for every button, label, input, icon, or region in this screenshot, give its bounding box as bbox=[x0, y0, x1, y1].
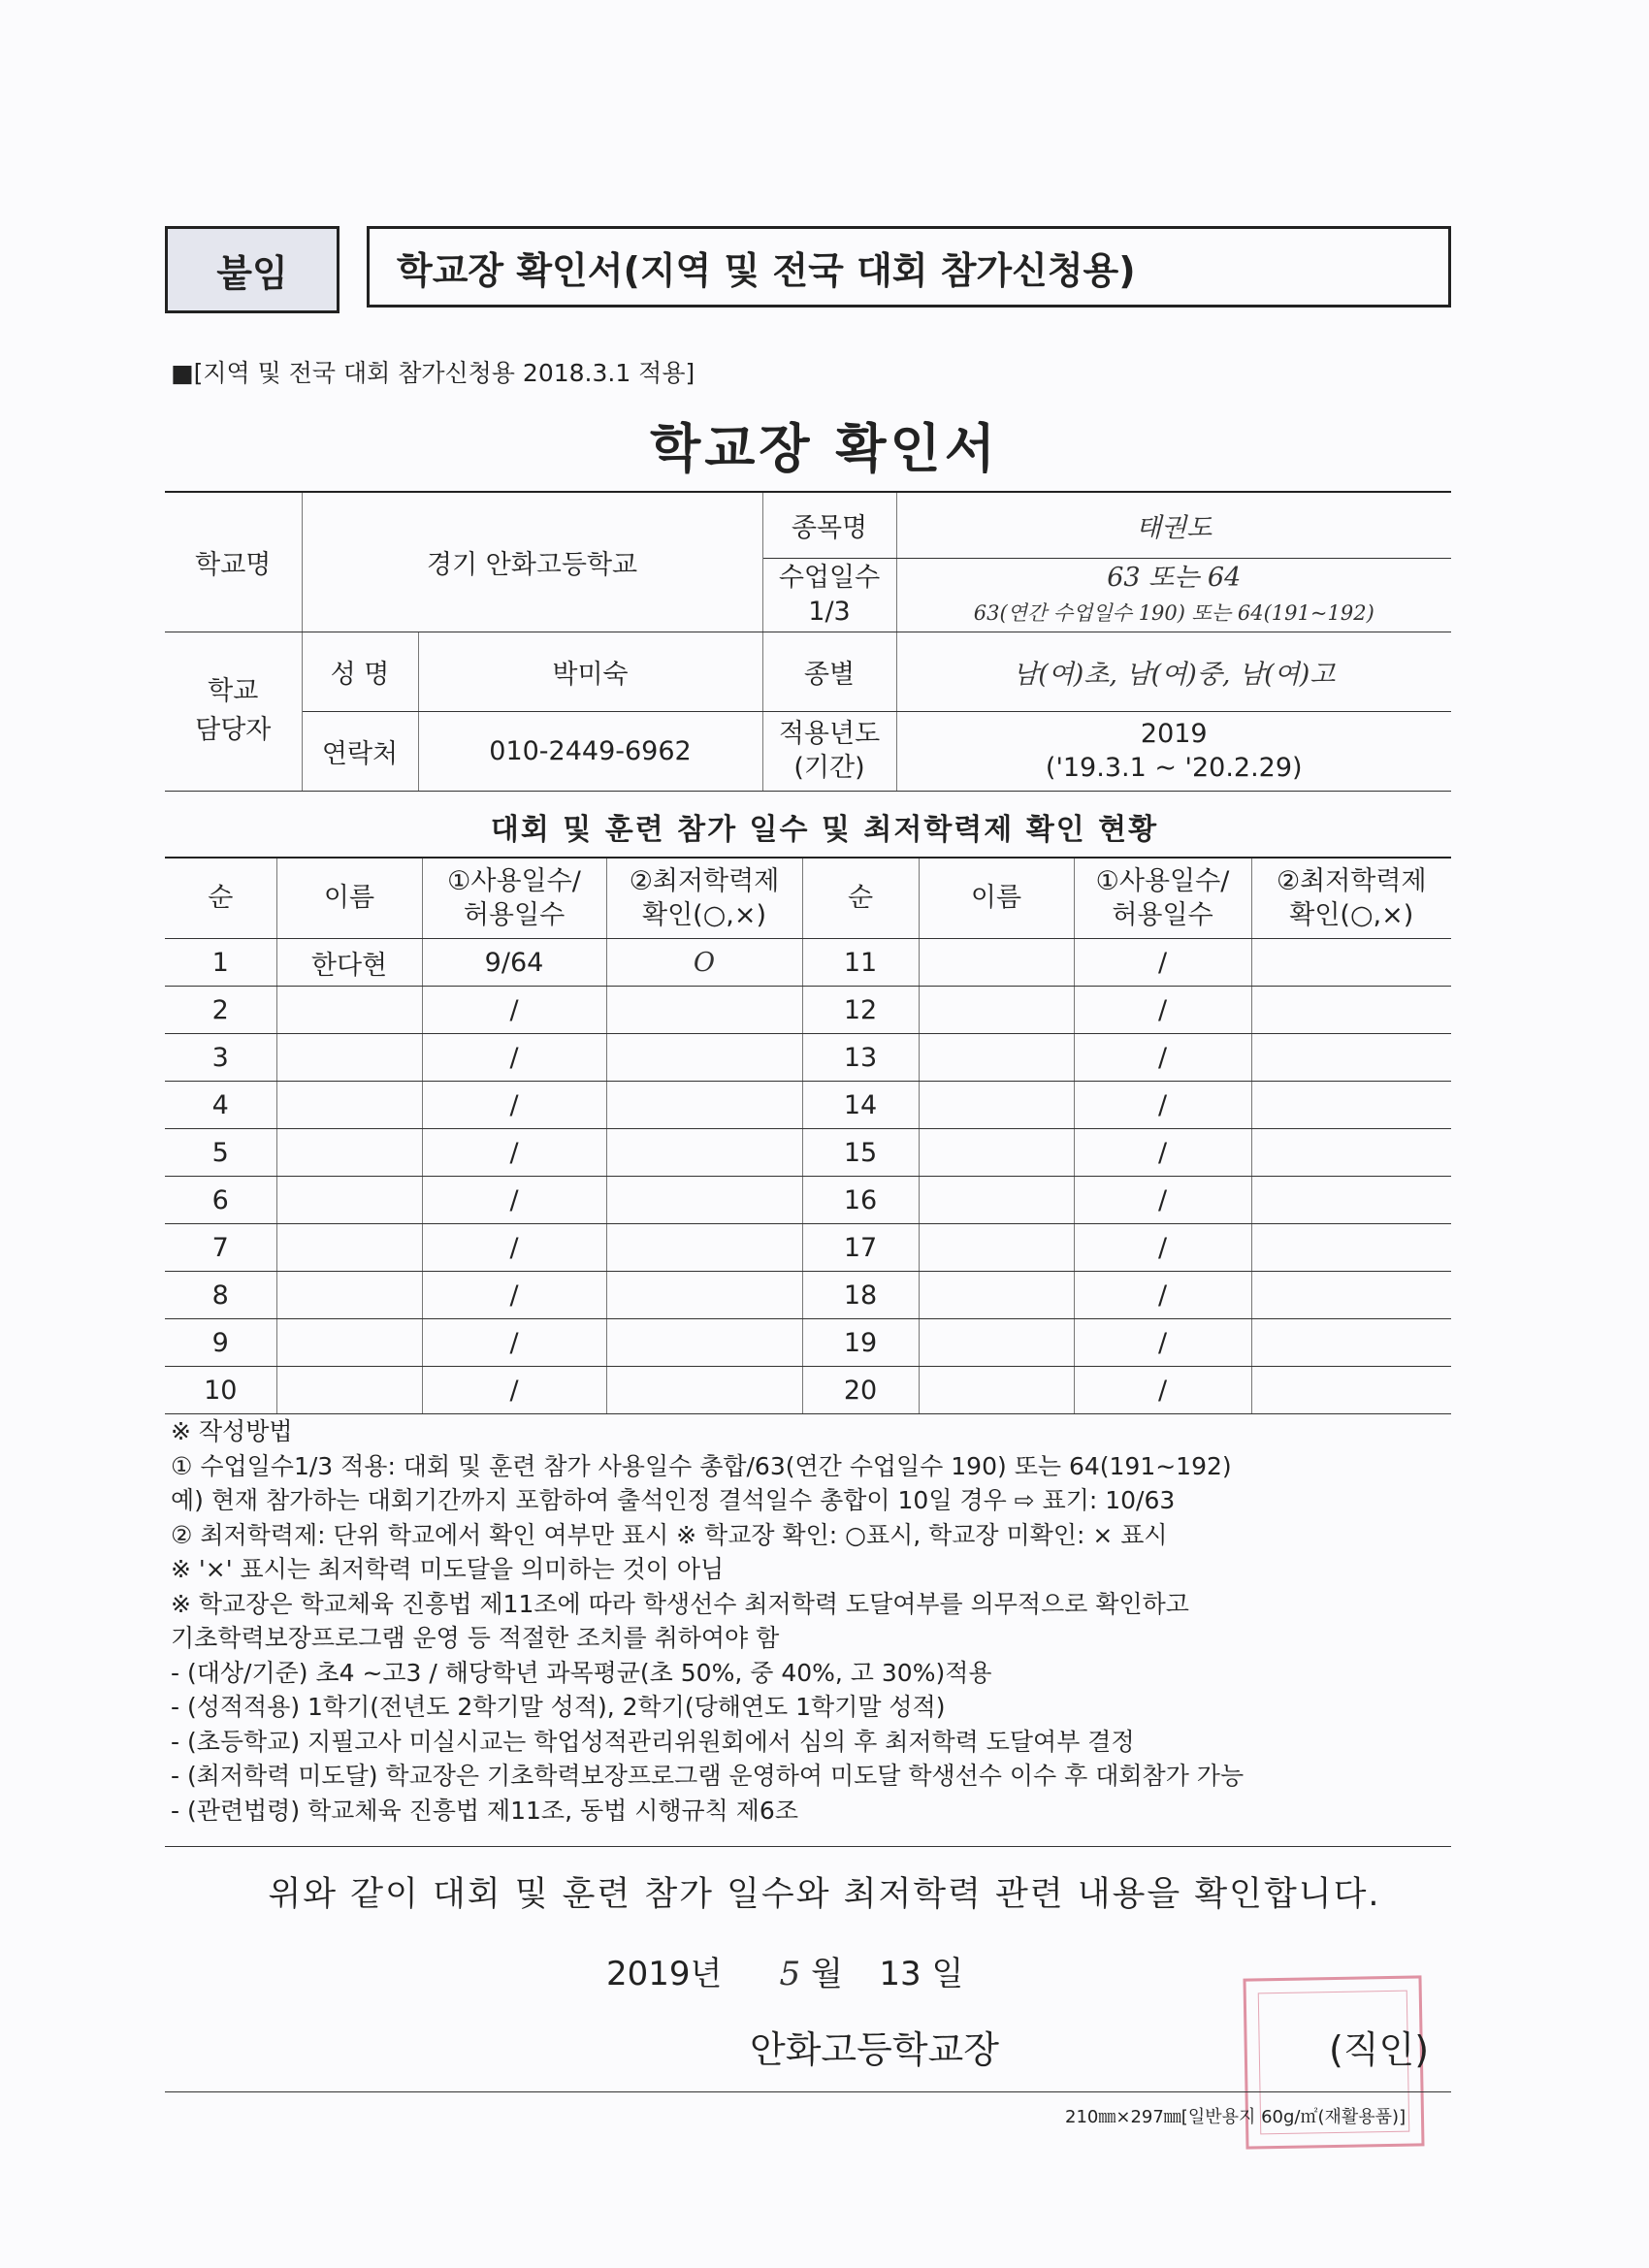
row-no: 6 bbox=[165, 1177, 276, 1224]
row-days: / bbox=[422, 1319, 606, 1367]
table-row bbox=[165, 1082, 1451, 1129]
row-no-2: 16 bbox=[802, 1177, 919, 1224]
note-line: 기초학력보장프로그램 운영 등 적절한 조치를 취하여야 함 bbox=[171, 1624, 780, 1652]
row-name-2 bbox=[919, 987, 1074, 1034]
row-name-2 bbox=[919, 1177, 1074, 1224]
school-label: 학교명 bbox=[165, 492, 302, 632]
row-check bbox=[606, 1034, 802, 1082]
row-days: / bbox=[422, 1177, 606, 1224]
row-days-2: / bbox=[1074, 1177, 1251, 1224]
stats-table bbox=[165, 857, 1451, 1414]
header-days-line2: 허용일수 bbox=[463, 900, 566, 930]
row-no-2: 15 bbox=[802, 1129, 919, 1177]
row-no: 3 bbox=[165, 1034, 276, 1082]
row-days-2: / bbox=[1074, 1367, 1251, 1414]
header-check-line1: ②최저학력제 bbox=[629, 865, 780, 896]
date-day: 13 bbox=[879, 1955, 922, 1993]
row-check-2 bbox=[1251, 1177, 1451, 1224]
category-label: 종별 bbox=[762, 632, 896, 711]
event-value: 태권도 bbox=[896, 492, 1451, 558]
row-days: / bbox=[422, 1224, 606, 1272]
signing-date bbox=[606, 1947, 963, 1994]
row-name-2 bbox=[919, 1129, 1074, 1177]
row-no-2: 17 bbox=[802, 1224, 919, 1272]
row-check bbox=[606, 987, 802, 1034]
note-line: - (대상/기준) 초4 ~고3 / 해당학년 과목평균(초 50%, 중 40%, 고 30%)적용 bbox=[171, 1658, 992, 1687]
row-name-2 bbox=[919, 1319, 1074, 1367]
row-no: 5 bbox=[165, 1129, 276, 1177]
page-title: 학교장 확인서 bbox=[650, 418, 999, 479]
header-check bbox=[606, 858, 802, 939]
row-days: 9/64 bbox=[422, 939, 606, 987]
row-name-2 bbox=[919, 1034, 1074, 1082]
table-row bbox=[165, 1129, 1451, 1177]
row-no: 1 bbox=[165, 939, 276, 987]
row-check-2 bbox=[1251, 1224, 1451, 1272]
row-name bbox=[276, 1129, 422, 1177]
class-days-main: 63 또는 64 bbox=[1107, 562, 1242, 593]
header-days-line1: ①사용일수/ bbox=[447, 865, 581, 896]
row-check bbox=[606, 1082, 802, 1129]
table-row bbox=[165, 1224, 1451, 1272]
row-no: 4 bbox=[165, 1082, 276, 1129]
row-name bbox=[276, 1272, 422, 1319]
contact-label: 연락처 bbox=[302, 711, 418, 791]
confirmation-statement: 위와 같이 대회 및 훈련 참가 일수와 최저학력 관련 내용을 확인합니다. bbox=[268, 1875, 1381, 1914]
row-check-2 bbox=[1251, 939, 1451, 987]
row-no-2: 13 bbox=[802, 1034, 919, 1082]
event-label: 종목명 bbox=[762, 492, 896, 558]
row-check bbox=[606, 1272, 802, 1319]
year-label-line1: 적용년도 bbox=[778, 718, 881, 749]
row-days-2: / bbox=[1074, 1224, 1251, 1272]
principal-name: 안화고등학교장 bbox=[750, 2028, 999, 2071]
date-day-unit: 일 bbox=[931, 1955, 964, 1993]
row-days: / bbox=[422, 1129, 606, 1177]
table-row bbox=[165, 1319, 1451, 1367]
table-row bbox=[165, 1272, 1451, 1319]
table-row bbox=[165, 1034, 1451, 1082]
row-no: 8 bbox=[165, 1272, 276, 1319]
header-days-2-line2: 허용일수 bbox=[1112, 900, 1213, 930]
row-days-2: / bbox=[1074, 1082, 1251, 1129]
row-no: 2 bbox=[165, 987, 276, 1034]
note-line: - (성적적용) 1학기(전년도 2학기말 성적), 2학기(당해연도 1학기말 성적) bbox=[171, 1693, 946, 1721]
row-days: / bbox=[422, 1034, 606, 1082]
row-name-2 bbox=[919, 1082, 1074, 1129]
header-name-2: 이름 bbox=[919, 858, 1074, 939]
header-days bbox=[422, 858, 606, 939]
row-name bbox=[276, 1082, 422, 1129]
row-name bbox=[276, 987, 422, 1034]
header-check-2-line1: ②최저학력제 bbox=[1276, 865, 1427, 896]
row-check: O bbox=[606, 939, 802, 987]
row-check bbox=[606, 1129, 802, 1177]
row-days: / bbox=[422, 987, 606, 1034]
row-days-2: / bbox=[1074, 1129, 1251, 1177]
row-days-2: / bbox=[1074, 1272, 1251, 1319]
row-name bbox=[276, 1224, 422, 1272]
year-label-line2: (기간) bbox=[793, 753, 865, 783]
manager-label bbox=[165, 632, 302, 791]
header-days-2-line1: ①사용일수/ bbox=[1095, 865, 1230, 896]
class-days-label-line2: 1/3 bbox=[808, 597, 851, 627]
note-line: ① 수업일수1/3 적용: 대회 및 훈련 참가 사용일수 총합/63(연간 수업일수 190) 또는 64(191~192) bbox=[171, 1451, 1232, 1480]
row-no: 7 bbox=[165, 1224, 276, 1272]
row-no-2: 12 bbox=[802, 987, 919, 1034]
row-name-2 bbox=[919, 1224, 1074, 1272]
row-no-2: 18 bbox=[802, 1272, 919, 1319]
row-check bbox=[606, 1367, 802, 1414]
row-days-2: / bbox=[1074, 1319, 1251, 1367]
row-no-2: 14 bbox=[802, 1082, 919, 1129]
year-value-year: 2019 bbox=[1140, 718, 1208, 749]
row-check-2 bbox=[1251, 987, 1451, 1034]
manager-label-line1: 학교 bbox=[208, 675, 259, 706]
divider-bottom bbox=[165, 2091, 1451, 2092]
row-name bbox=[276, 1319, 422, 1367]
table-row bbox=[165, 987, 1451, 1034]
paper-spec: 210㎜×297㎜[일반용지 60g/㎡(재활용품)] bbox=[1065, 2107, 1406, 2127]
attachment-tag: 붙임 bbox=[165, 226, 340, 313]
date-month-unit: 월 bbox=[811, 1955, 843, 1993]
note-line: - (최저학력 미도달) 학교장은 기초학력보장프로그램 운영하여 미도달 학생선수 이수 후 대회참가 가능 bbox=[171, 1762, 1245, 1790]
name-label: 성 명 bbox=[302, 632, 418, 711]
row-days: / bbox=[422, 1367, 606, 1414]
category-value: 남(여)초, 남(여)중, 남(여)고 bbox=[896, 632, 1451, 711]
row-name bbox=[276, 1177, 422, 1224]
note-line: - (초등학교) 지필고사 미실시교는 학업성적관리위원회에서 심의 후 최저학력 도달여부 결정 bbox=[171, 1727, 1135, 1756]
stats-title: 대회 및 훈련 참가 일수 및 최저학력제 확인 현황 bbox=[490, 813, 1159, 847]
row-name bbox=[276, 1367, 422, 1414]
note-line: ※ 작성방법 bbox=[171, 1417, 293, 1445]
class-days-label-line1: 수업일수 bbox=[778, 562, 881, 593]
school-info-table bbox=[165, 491, 1451, 792]
row-no-2: 19 bbox=[802, 1319, 919, 1367]
year-value-period: ('19.3.1 ~ '20.2.29) bbox=[1045, 753, 1303, 783]
seal-label: (직인) bbox=[1329, 2028, 1430, 2071]
row-name-2 bbox=[919, 939, 1074, 987]
row-check-2 bbox=[1251, 1319, 1451, 1367]
header-name: 이름 bbox=[276, 858, 422, 939]
header-no: 순 bbox=[165, 858, 276, 939]
note-line: - (관련법령) 학교체육 진흥법 제11조, 동법 시행규칙 제6조 bbox=[171, 1796, 798, 1825]
row-days: / bbox=[422, 1272, 606, 1319]
row-check bbox=[606, 1319, 802, 1367]
row-days-2: / bbox=[1074, 1034, 1251, 1082]
note-line: ※ 학교장은 학교체육 진흥법 제11조에 따라 학생선수 최저학력 도달여부를 의무적으로 확인하고 bbox=[171, 1589, 1189, 1618]
table-row bbox=[165, 1367, 1451, 1414]
row-days-2: / bbox=[1074, 987, 1251, 1034]
note-line: 예) 현재 참가하는 대회기간까지 포함하여 출석인정 결석일수 총합이 10일 경우 ⇨ 표기: 10/63 bbox=[171, 1486, 1176, 1514]
manager-label-line2: 담당자 bbox=[195, 715, 272, 745]
document-header-title: 학교장 확인서(지역 및 전국 대회 참가신청용) bbox=[367, 226, 1451, 308]
school-name: 경기 안화고등학교 bbox=[302, 492, 762, 632]
header-check-2-line2: 확인(○,×) bbox=[1289, 900, 1414, 930]
row-no: 9 bbox=[165, 1319, 276, 1367]
writing-instructions bbox=[171, 1414, 1471, 1828]
row-check bbox=[606, 1177, 802, 1224]
row-no-2: 20 bbox=[802, 1367, 919, 1414]
row-days: / bbox=[422, 1082, 606, 1129]
header-check-2 bbox=[1251, 858, 1451, 939]
row-check-2 bbox=[1251, 1272, 1451, 1319]
row-name bbox=[276, 1034, 422, 1082]
row-name-2 bbox=[919, 1272, 1074, 1319]
divider-top bbox=[165, 1846, 1451, 1847]
row-check-2 bbox=[1251, 1367, 1451, 1414]
year-value bbox=[896, 711, 1451, 791]
class-days-value bbox=[896, 558, 1451, 632]
row-name-2 bbox=[919, 1367, 1074, 1414]
table-row bbox=[165, 939, 1451, 987]
row-days-2: / bbox=[1074, 939, 1251, 987]
table-row bbox=[165, 1177, 1451, 1224]
applied-note: ■[지역 및 전국 대회 참가신청용 2018.3.1 적용] bbox=[171, 359, 695, 387]
header-check-line2: 확인(○,×) bbox=[642, 900, 766, 930]
name-value: 박미숙 bbox=[418, 632, 762, 711]
row-name: 한다현 bbox=[276, 939, 422, 987]
contact-value: 010-2449-6962 bbox=[418, 711, 762, 791]
class-days-formula: 63(연간 수업일수 190) 또는 64(191~192) bbox=[973, 601, 1374, 625]
header-days-2 bbox=[1074, 858, 1251, 939]
note-line: ※ '×' 표시는 최저학력 미도달을 의미하는 것이 아님 bbox=[171, 1555, 725, 1583]
class-days-label bbox=[762, 558, 896, 632]
note-line: ② 최저학력제: 단위 학교에서 확인 여부만 표시 ※ 학교장 확인: ○표시, 학교장 미확인: × 표시 bbox=[171, 1520, 1168, 1549]
row-check-2 bbox=[1251, 1034, 1451, 1082]
row-check-2 bbox=[1251, 1129, 1451, 1177]
year-label bbox=[762, 711, 896, 791]
row-check bbox=[606, 1224, 802, 1272]
row-check-2 bbox=[1251, 1082, 1451, 1129]
date-year: 2019년 bbox=[606, 1955, 723, 1993]
row-no-2: 11 bbox=[802, 939, 919, 987]
header-no-2: 순 bbox=[802, 858, 919, 939]
date-month: 5 bbox=[779, 1955, 801, 1993]
row-no: 10 bbox=[165, 1367, 276, 1414]
